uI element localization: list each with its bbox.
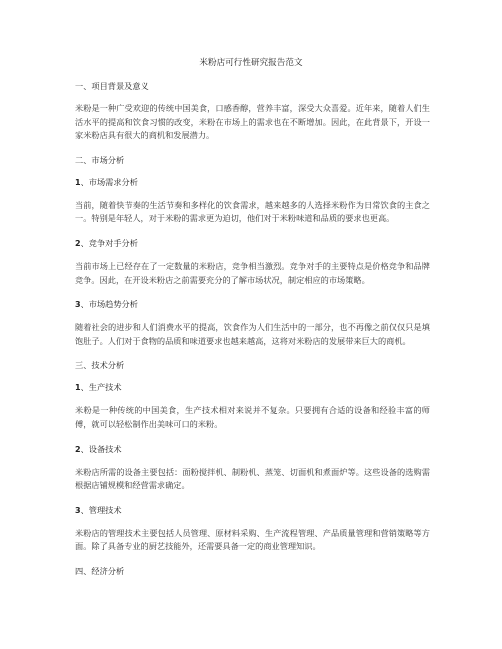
paragraph: 米粉是一种广受欢迎的传统中国美食，口感香醇，营养丰富，深受大众喜爱。近年来，随着人们生活水平的提高和饮食习惯的改变，米粉在市场上的需求也在不断增加。因此，在此背景下，开设一家米粉店具有很大的商机和发展潜力。 — [75, 103, 430, 141]
heading-text: 一、项目背景及意义 — [75, 81, 149, 91]
section-heading — [75, 443, 430, 456]
section-heading — [75, 176, 430, 189]
paragraph: 米粉是一种传统的中国美食，生产技术相对来说并不复杂。只要拥有合适的设备和经验丰富的师傅，就可以轻松制作出美味可口的米粉。 — [75, 405, 430, 429]
section-heading — [75, 381, 430, 394]
paragraph: 米粉店的管理技术主要包括人员管理、原材料采购、生产流程管理、产品质量管理和营销策略等方面。除了具备专业的厨艺技能外，还需要具备一定的商业管理知识。 — [75, 527, 430, 552]
heading-text: 三、技术分析 — [75, 360, 125, 371]
heading-number: 3 — [75, 300, 81, 310]
paragraph: 米粉店所需的设备主要包括：面粉搅拌机、制粉机、蒸笼、切面机和煮面炉等。这些设备的选购需根据店铺规模和经营需求确定。 — [75, 466, 430, 491]
heading-text: 、生产技术 — [80, 382, 122, 393]
heading-text: 、市场趋势分析 — [80, 299, 138, 310]
section-heading — [75, 80, 430, 92]
heading-text: 、市场需求分析 — [80, 176, 138, 187]
section-heading — [75, 504, 430, 517]
heading-text: 二、市场分析 — [75, 154, 125, 165]
heading-number: 2 — [75, 238, 81, 248]
document-title: 米粉店可行性研究报告范文 — [199, 58, 303, 68]
section-heading — [75, 298, 430, 311]
document-body — [75, 80, 430, 587]
heading-number: 3 — [75, 505, 81, 515]
heading-text: 四、经济分析 — [75, 565, 125, 576]
paragraph: 随着社会的进步和人们消费水平的提高，饮食作为人们生活中的一部分，也不再像之前仅仅只是填饱肚子。人们对于食物的品质和味道要求也越来越高，这将对米粉店的发展带来巨大的商机。 — [75, 322, 430, 346]
heading-text: 、竞争对手分析 — [80, 237, 138, 248]
section-heading — [75, 237, 430, 250]
paragraph: 当前市场上已经存在了一定数量的米粉店，竞争相当激烈。竞争对手的主要特点是价格竞争和品牌竞争。因此，在开设米粉店之前需要充分的了解市场状况，制定相应的市场策略。 — [75, 260, 430, 285]
section-heading — [75, 565, 430, 577]
heading-text: 、管理技术 — [80, 504, 122, 515]
section-heading — [75, 154, 430, 166]
section-heading — [75, 359, 430, 371]
paragraph: 当前，随着快节奏的生活节奏和多样化的饮食需求，越来越多的人选择米粉作为日常饮食的主食之一。特别是年轻人，对于米粉的需求更为迫切，他们对于米粉味道和品质的要求也更高。 — [75, 199, 430, 224]
heading-number: 2 — [75, 444, 81, 454]
heading-number: 1 — [75, 383, 81, 393]
heading-text: 、设备技术 — [80, 443, 122, 454]
heading-number: 1 — [75, 177, 81, 187]
